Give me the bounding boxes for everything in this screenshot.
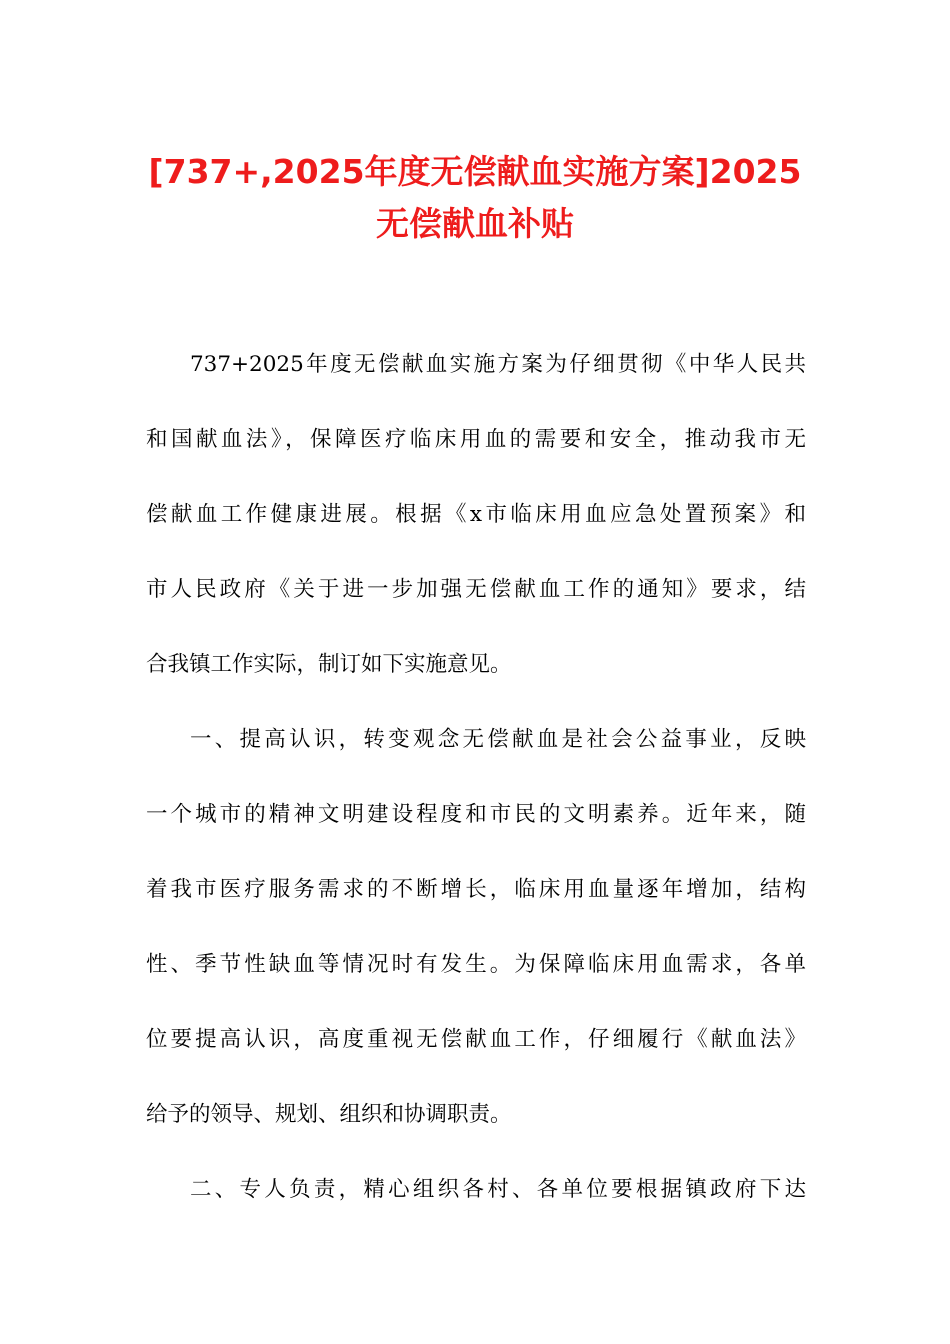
paragraph-line: 位要提高认识，高度重视无偿献血工作，仔细履行《献血法》 [146, 1027, 806, 1052]
paragraph-section-two [146, 1152, 806, 1227]
paragraph-line: 和国献血法》，保障医疗临床用血的需要和安全，推动我市无 [146, 427, 806, 452]
document-title [120, 146, 830, 250]
paragraph-line: 着我市医疗服务需求的不断增长，临床用血量逐年增加，结构 [146, 877, 806, 902]
paragraph-line: 性、季节性缺血等情况时有发生。为保障临床用血需求，各单 [146, 952, 806, 977]
document-body [146, 327, 806, 1227]
paragraph-intro [146, 327, 806, 702]
paragraph-line: 二、专人负责，精心组织各村、各单位要根据镇政府下达 [190, 1177, 806, 1202]
paragraph-line: 给予的领导、规划、组织和协调职责。 [146, 1102, 512, 1127]
paragraph-line: 737+2025年度无偿献血实施方案为仔细贯彻《中华人民共 [190, 352, 806, 377]
title-line-2: 无偿献血补贴 [376, 204, 574, 243]
title-line-1: [737+,2025年度无偿献血实施方案]2025 [148, 152, 802, 191]
paragraph-line: 市人民政府《关于进一步加强无偿献血工作的通知》要求，结 [146, 577, 806, 602]
paragraph-section-one [146, 702, 806, 1152]
paragraph-line: 合我镇工作实际，制订如下实施意见。 [146, 652, 512, 677]
paragraph-line: 一个城市的精神文明建设程度和市民的文明素养。近年来，随 [146, 802, 806, 827]
paragraph-line: 一、提高认识，转变观念无偿献血是社会公益事业，反映 [190, 727, 806, 752]
paragraph-line: 偿献血工作健康进展。根据《x市临床用血应急处置预案》和 [146, 502, 806, 527]
